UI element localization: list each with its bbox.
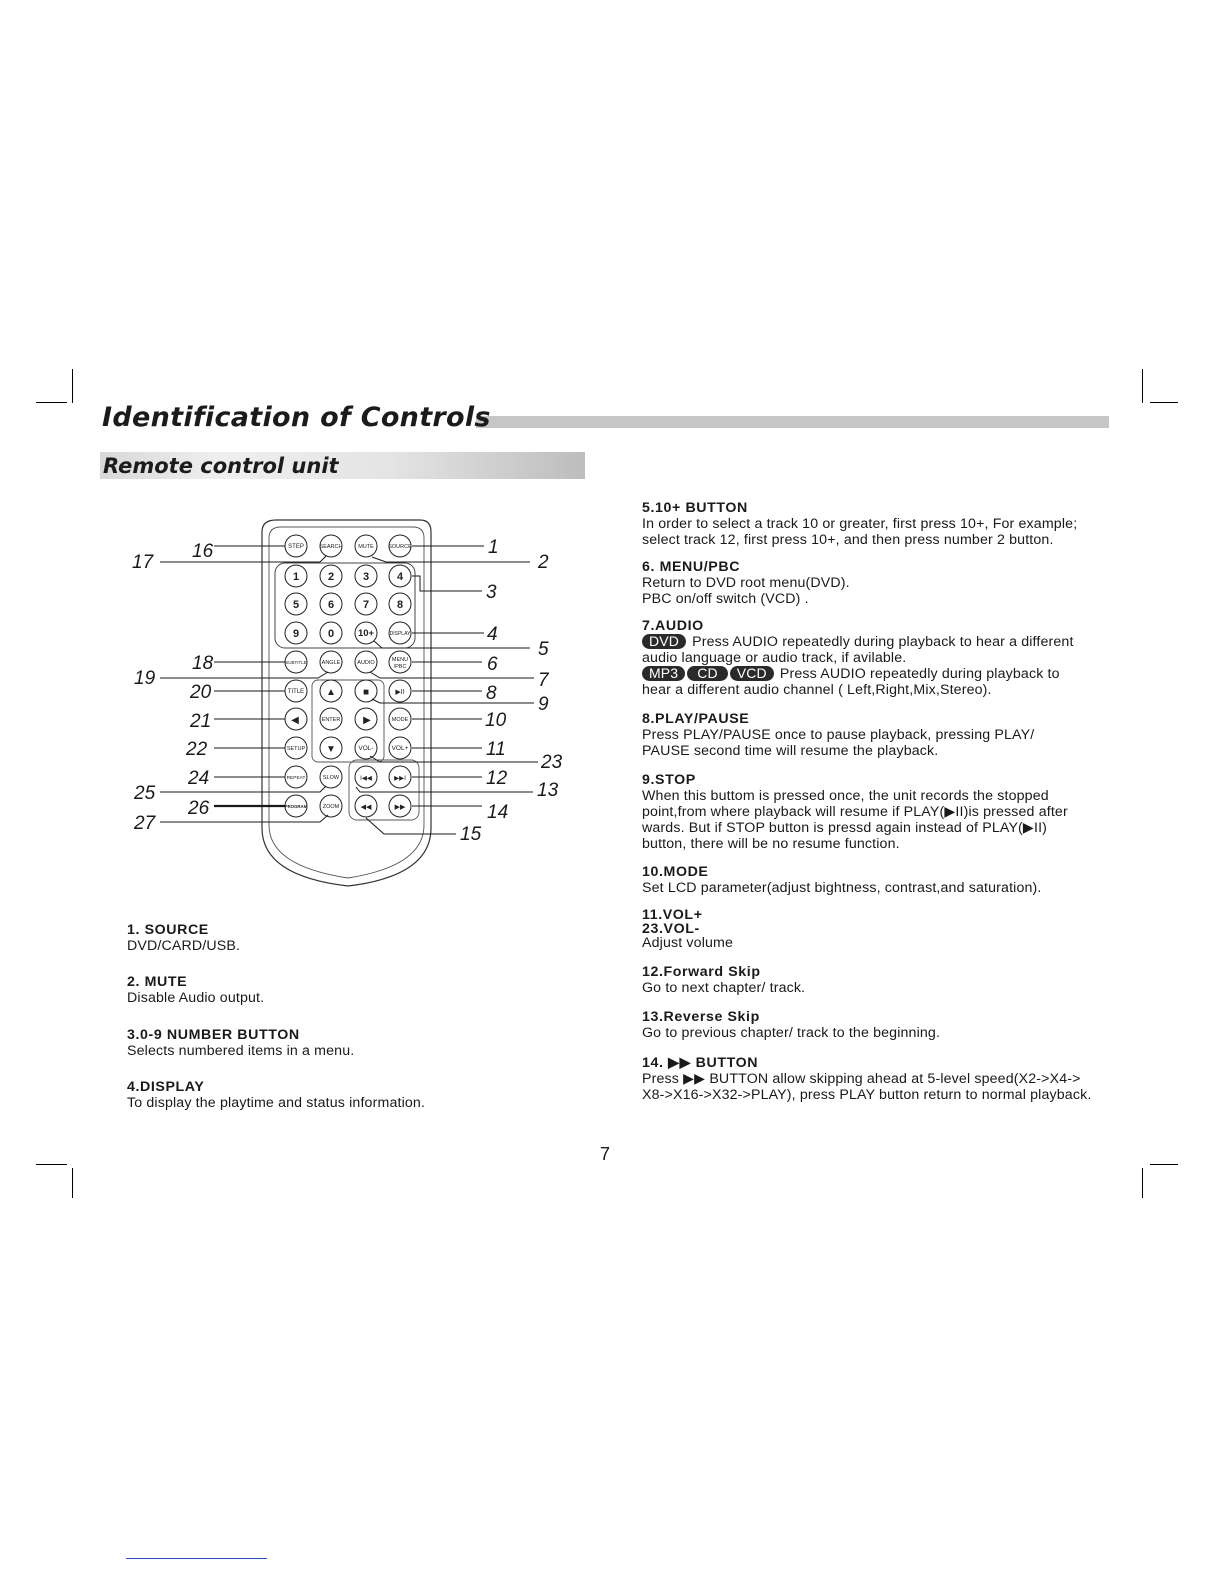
entry-text: Press ▶▶ BUTTON allow skipping ahead at 5-level speed(X2->X4-> — [642, 1071, 1081, 1087]
entry-text-part: Press AUDIO repeatedly during playback to — [779, 666, 1060, 682]
entry-text: select track 12, first press 10+, and then press number 2 button. — [642, 532, 1054, 548]
callout-27: 27 — [134, 813, 156, 834]
entry-text: When this buttom is pressed once, the unit records the stopped — [642, 788, 1049, 804]
entry-text: Set LCD parameter(adjust bightness, contrast,and saturation). — [642, 880, 1042, 896]
entry-text: button, there will be no resume function. — [642, 836, 900, 852]
entry-text: PBC on/off switch (VCD) . — [642, 591, 809, 607]
vcd-badge: VCD — [730, 666, 774, 681]
callout-6: 6 — [487, 654, 498, 675]
callout-2: 2 — [538, 552, 549, 573]
entry-10-plus — [642, 500, 1077, 548]
zoom-button-label: ZOOM — [322, 804, 340, 810]
entry-title: 3.0-9 NUMBER BUTTON — [127, 1027, 300, 1043]
callout-18: 18 — [192, 653, 214, 674]
vol-plus-label: VOL+ — [391, 745, 409, 752]
entry-text: Selects numbered items in a menu. — [127, 1043, 355, 1059]
callout-13: 13 — [537, 780, 559, 801]
entry-text: PAUSE second time will resume the playback. — [642, 743, 939, 759]
mute-button-label: MUTE — [358, 544, 374, 550]
number-8-label: 8 — [396, 599, 404, 611]
entry-title: 7.AUDIO — [642, 618, 704, 634]
page-number: 7 — [600, 1144, 611, 1164]
callout-7: 7 — [538, 670, 549, 691]
program-button-label: PROGRAM — [284, 804, 308, 809]
callout-15: 15 — [460, 824, 482, 845]
page-title: Identification of Controls — [102, 402, 491, 433]
callout-8: 8 — [486, 683, 497, 704]
entry-text-part: Press AUDIO repeatedly during playback to hear a different — [692, 634, 1074, 650]
entry-title: 10.MODE — [642, 864, 709, 880]
entry-text: wards. But if STOP button is pressd again instead of PLAY(▶II) — [642, 820, 1048, 836]
mp3-badge: MP3 — [642, 666, 685, 681]
number-7-label: 7 — [362, 599, 370, 611]
entry-text — [642, 634, 1074, 650]
callout-20: 20 — [190, 682, 212, 703]
footer-link-underline — [126, 1558, 267, 1559]
callout-9: 9 — [538, 694, 549, 715]
vol-minus-label: VOL- — [358, 745, 374, 752]
crop-mark — [1142, 1168, 1143, 1198]
entry-number-button — [127, 1027, 354, 1059]
entry-title: 14. ▶▶ BUTTON — [642, 1055, 759, 1071]
callout-22: 22 — [186, 739, 208, 760]
entry-text: In order to select a track 10 or greater, first press 10+, For example; — [642, 516, 1078, 532]
enter-button-label: ENTER — [321, 717, 341, 723]
entry-title: 2. MUTE — [127, 974, 188, 990]
entry-text: Go to next chapter/ track. — [642, 980, 806, 996]
callout-24: 24 — [188, 768, 210, 789]
pbc-button-label: /PBC — [393, 664, 407, 670]
stop-icon: ■ — [362, 687, 370, 698]
setup-button-label: SETUP — [286, 746, 306, 752]
up-arrow-icon: ▲ — [326, 687, 336, 698]
skip-forward-icon: ▶▶I — [394, 775, 406, 782]
entry-text: Go to previous chapter/ track to the beginning. — [642, 1025, 941, 1041]
number-4-label: 4 — [396, 571, 404, 583]
dvd-badge: DVD — [642, 634, 686, 649]
callout-26: 26 — [188, 798, 210, 819]
entry-audio — [642, 618, 1074, 698]
skip-back-icon: I◀◀ — [360, 775, 372, 782]
down-arrow-icon: ▼ — [326, 744, 336, 755]
entry-title: 9.STOP — [642, 772, 696, 788]
number-9-label: 9 — [292, 628, 300, 640]
entry-title: 23.VOL- — [642, 921, 700, 937]
entry-mode — [642, 864, 1042, 896]
entry-display — [127, 1079, 425, 1111]
entry-text: Press PLAY/PAUSE once to pause playback, pressing PLAY/ — [642, 727, 1035, 743]
entry-fast-forward — [642, 1055, 1091, 1103]
entry-menu-pbc — [642, 559, 850, 607]
entry-text: X8->X16->X32->PLAY), press PLAY button return to normal playback. — [642, 1087, 1092, 1103]
number-0-label: 0 — [327, 628, 335, 640]
callout-11: 11 — [486, 739, 506, 760]
left-arrow-icon: ◀ — [291, 715, 299, 726]
angle-button-label: ANGLE — [321, 660, 341, 666]
callout-23: 23 — [541, 752, 563, 773]
entry-forward-skip — [642, 964, 805, 996]
number-5-label: 5 — [292, 599, 300, 611]
search-button-label: SEARCH — [319, 544, 343, 550]
callout-10: 10 — [485, 710, 507, 731]
callout-19: 19 — [134, 668, 156, 689]
entry-title: 11.VOL+ — [642, 907, 703, 923]
crop-mark — [1150, 1164, 1178, 1165]
play-pause-icon: ▶II — [395, 689, 405, 696]
entry-mute — [127, 974, 264, 1006]
entry-text: DVD/CARD/USB. — [127, 938, 241, 954]
callout-5: 5 — [538, 639, 549, 660]
entry-text: Disable Audio output. — [127, 990, 265, 1006]
entry-title: 6. MENU/PBC — [642, 559, 741, 575]
entry-text: Return to DVD root menu(DVD). — [642, 575, 850, 591]
entry-text: hear a different audio channel ( Left,Right,Mix,Stereo). — [642, 682, 992, 698]
entry-title: 8.PLAY/PAUSE — [642, 711, 750, 727]
entry-title: 13.Reverse Skip — [642, 1009, 760, 1025]
display-button-label: DISPLAY — [389, 631, 411, 637]
section-title: Remote control unit — [103, 454, 339, 478]
callout-14: 14 — [487, 802, 509, 823]
entry-text: To display the playtime and status information. — [127, 1095, 426, 1111]
number-2-label: 2 — [327, 571, 335, 583]
entry-source — [127, 922, 240, 954]
step-button-label: STEP — [288, 544, 304, 550]
number-3-label: 3 — [362, 571, 370, 583]
callout-4: 4 — [487, 624, 498, 645]
entry-text: audio language or audio track, if avilable. — [642, 650, 907, 666]
right-arrow-icon: ▶ — [363, 715, 371, 726]
callout-1: 1 — [488, 537, 499, 558]
audio-button-label: AUDIO — [357, 660, 375, 666]
number-6-label: 6 — [327, 599, 335, 611]
entry-text: Adjust volume — [642, 935, 734, 951]
entry-play-pause — [642, 711, 1034, 759]
entry-text — [642, 666, 1074, 682]
source-button-label: SOURCE — [388, 544, 412, 550]
entry-reverse-skip — [642, 1009, 940, 1041]
callout-12: 12 — [486, 768, 508, 789]
repeat-button-label: REPEAT — [286, 776, 306, 781]
entry-title: 12.Forward Skip — [642, 964, 761, 980]
callout-16: 16 — [192, 541, 214, 562]
callout-17: 17 — [132, 552, 154, 573]
rewind-icon: ◀◀ — [360, 804, 372, 811]
mode-button-label: MODE — [391, 717, 409, 723]
callout-21: 21 — [190, 711, 212, 732]
ten-plus-label: 10+ — [357, 628, 375, 639]
menu-button-label: MENU — [391, 657, 409, 663]
crop-mark — [72, 1168, 73, 1198]
entry-title: 1. SOURCE — [127, 922, 209, 938]
crop-mark — [36, 1164, 67, 1165]
number-1-label: 1 — [292, 571, 300, 583]
fast-forward-icon: ▶▶ — [394, 804, 406, 811]
subtitle-button-label: SUBTITLE — [285, 660, 307, 665]
cd-badge: CD — [687, 666, 728, 681]
entry-stop — [642, 772, 1068, 852]
entry-title: 5.10+ BUTTON — [642, 500, 748, 516]
entry-text: point,from where playback will resume if PLAY(▶II)is pressed after — [642, 804, 1068, 820]
slow-button-label: SLOW — [322, 775, 340, 781]
title-button-label: TITLE — [287, 689, 305, 695]
callout-3: 3 — [486, 582, 497, 603]
entry-volume — [642, 908, 733, 950]
callout-25: 25 — [134, 783, 156, 804]
entry-title: 4.DISPLAY — [127, 1079, 205, 1095]
